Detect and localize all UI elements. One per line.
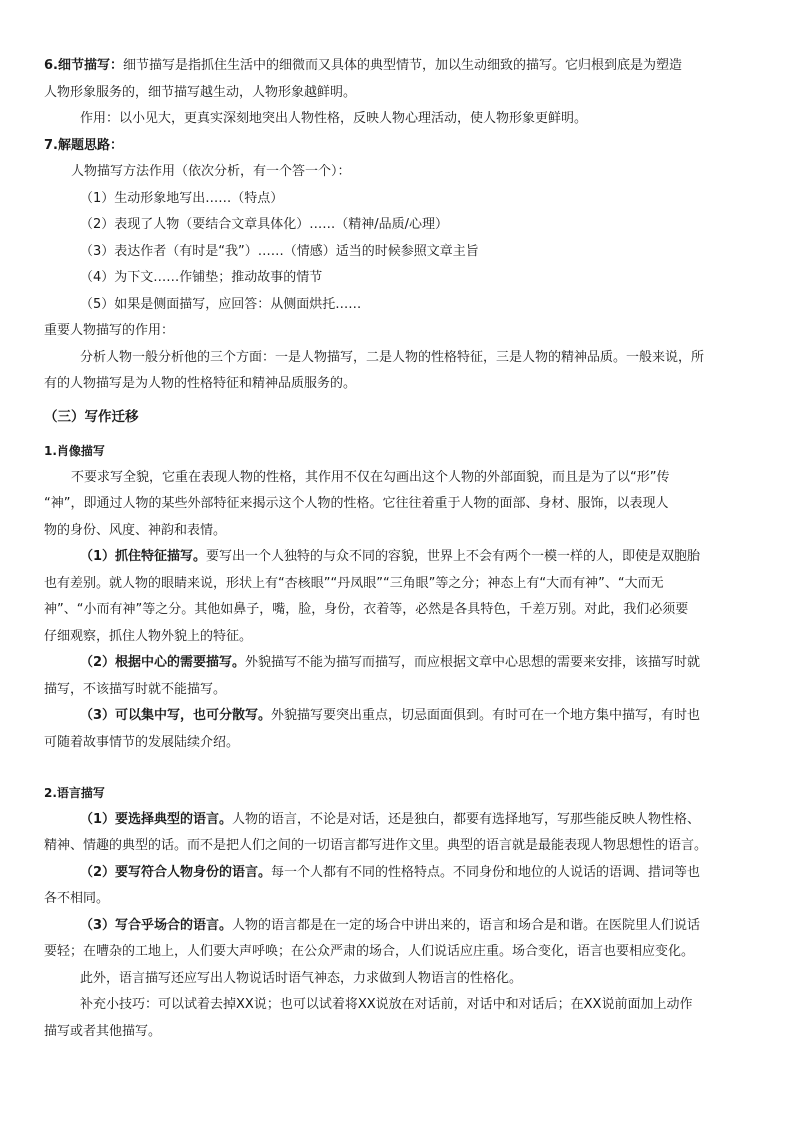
portrait-p2-bold: （1）抓住特征描写。	[80, 549, 207, 564]
portrait-p2-line-1	[44, 544, 764, 571]
important-heading: 重要人物描写的作用：	[44, 323, 175, 338]
solution-item-3: （3）表达作者（有时是“我”）……（情感）适当的时候参照文章主旨	[80, 243, 479, 259]
detail-description-line-1	[44, 53, 764, 80]
language-tip-line-1	[44, 992, 764, 1019]
language-heading: 2.语言描写	[44, 786, 105, 800]
detail-description-line-2: 人物形象服务的，细节描写越生动，人物形象越鲜明。	[44, 84, 357, 100]
solution-item-5: （5）如果是侧面描写，应回答：从侧面烘托……	[80, 296, 362, 312]
portrait-p3-text: 外貌描写不能为描写而描写，而应根据文章中心思想的需要来安排，该描写时就	[245, 655, 701, 670]
portrait-p2-line-4: 仔细观察，抓住人物外貌上的特征。	[44, 628, 253, 644]
portrait-p3-line-2: 描写，不该描写时就不能描写。	[44, 681, 227, 697]
language-p1-line-1	[44, 807, 764, 834]
language-p1-line-2: 精神、情趣的典型的话。而不是把人们之间的一切语言都写进作文里。典型的语言就是最能表现人物思想性的语言。	[44, 838, 708, 853]
language-tip-line-2: 描写或者其他描写。	[44, 1023, 162, 1039]
portrait-heading: 1.肖像描写	[44, 444, 105, 458]
language-p3-line-1	[44, 913, 764, 940]
language-tip-label: 补充小技巧：	[80, 997, 159, 1012]
portrait-p1-line-1: 不要求写全貌，它重在表现人物的性格，其作用不仅在勾画出这个人物的外部面貌，而且是为了以“形”传	[71, 469, 670, 485]
portrait-p3-line-1	[44, 650, 764, 677]
writing-transfer-heading: （三）写作迁移	[44, 408, 139, 425]
language-p2-bold: （2）要写符合人物身份的语言。	[80, 864, 272, 880]
portrait-p3-bold: （2）根据中心的需要描写。	[80, 655, 246, 670]
analysis-line-1: 分析人物一般分析他的三个方面：一是人物描写，二是人物的性格特征，三是人物的精神品质。一般来说，所	[80, 349, 705, 365]
portrait-p4-line-1	[44, 703, 764, 730]
detail-description-title: 6.细节描写：	[44, 58, 123, 73]
portrait-p2-text: 要写出一个人独特的与众不同的容貌，世界上不会有两个一模一样的人，即使是双胞胎	[206, 549, 701, 564]
detail-effect-text: 以小见大，更真实深刻地突出人物性格，反映人物心理活动，使人物形象更鲜明。	[119, 111, 588, 126]
language-p1-bold: （1）要选择典型的语言。	[80, 811, 233, 827]
portrait-p2-line-2: 也有差别。就人物的眼睛来说，形状上有“杏核眼”“丹凤眼”“三角眼”等之分；神态上有“大而有神”、“大而无	[44, 575, 664, 591]
language-p1-text: 人物的语言，不论是对话，还是独白，都要有选择地写，写那些能反映人物性格、	[232, 811, 701, 827]
portrait-p2-line-3: 神”、“小而有神”等之分。其他如鼻子，嘴，脸，身份，衣着等，必然是各具特色，千差万别。对此，我们必须要	[44, 602, 689, 617]
language-p2-line-2: 各不相同。	[44, 891, 110, 906]
language-p2-line-1	[44, 860, 764, 887]
portrait-p1-line-3: 物的身份、风度、神韵和表情。	[44, 522, 227, 538]
language-p2-text: 每一个人都有不同的性格特点。不同身份和地位的人说话的语调、措词等也	[271, 864, 701, 880]
portrait-p4-line-2: 可随着故事情节的发展陆续介绍。	[44, 734, 240, 750]
language-p3-text: 人物的语言都是在一定的场合中讲出来的，语言和场合是和谐。在医院里人们说话	[232, 917, 701, 933]
language-p3-bold: （3）写合乎场合的语言。	[80, 917, 233, 933]
document-page	[44, 53, 764, 1045]
solution-intro: 人物描写方法作用（依次分析，有一个答一个）：	[71, 164, 351, 179]
portrait-p4-bold: （3）可以集中写，也可分散写。	[80, 708, 272, 723]
portrait-p1-line-2: “神”，即通过人物的某些外部特征来揭示这个人物的性格。它往往着重于人物的面部、身材、服饰，以表现人	[44, 496, 669, 511]
detail-description-text: 细节描写是指抓住生活中的细微而又具体的典型情节，加以生动细致的描写。它归根到底是为塑造	[122, 58, 682, 73]
portrait-p4-text: 外貌描写要突出重点，切忌面面俱到。有时可在一个地方集中描写，有时也	[271, 708, 701, 723]
analysis-line-2: 有的人物描写是为人物的性格特征和精神品质服务的。	[44, 376, 357, 391]
detail-effect-label: 作用：	[80, 111, 120, 126]
solution-item-2: （2）表现了人物（要结合文章具体化）……（精神/品质/心理）	[80, 217, 449, 232]
section-spacer	[44, 756, 764, 778]
language-p4: 此外，语言描写还应写出人物说话时语气神态，力求做到人物语言的性格化。	[80, 970, 523, 986]
solution-item-1: （1）生动形象地写出……（特点）	[80, 190, 284, 206]
solution-approach-title: 7.解题思路：	[44, 137, 123, 153]
solution-item-4: （4）为下文……作铺垫；推动故事的情节	[80, 270, 323, 285]
language-tip-text: 可以试着去掉XX说；也可以试着将XX说放在对话前，对话中和对话后；在XX说前面加上动作	[158, 997, 693, 1012]
language-p3-line-2: 要轻；在嘈杂的工地上，人们要大声呼唤；在公众严肃的场合，人们说话应庄重。场合变化，语言也要相应变化。	[44, 944, 695, 959]
detail-effect-line	[44, 106, 764, 133]
